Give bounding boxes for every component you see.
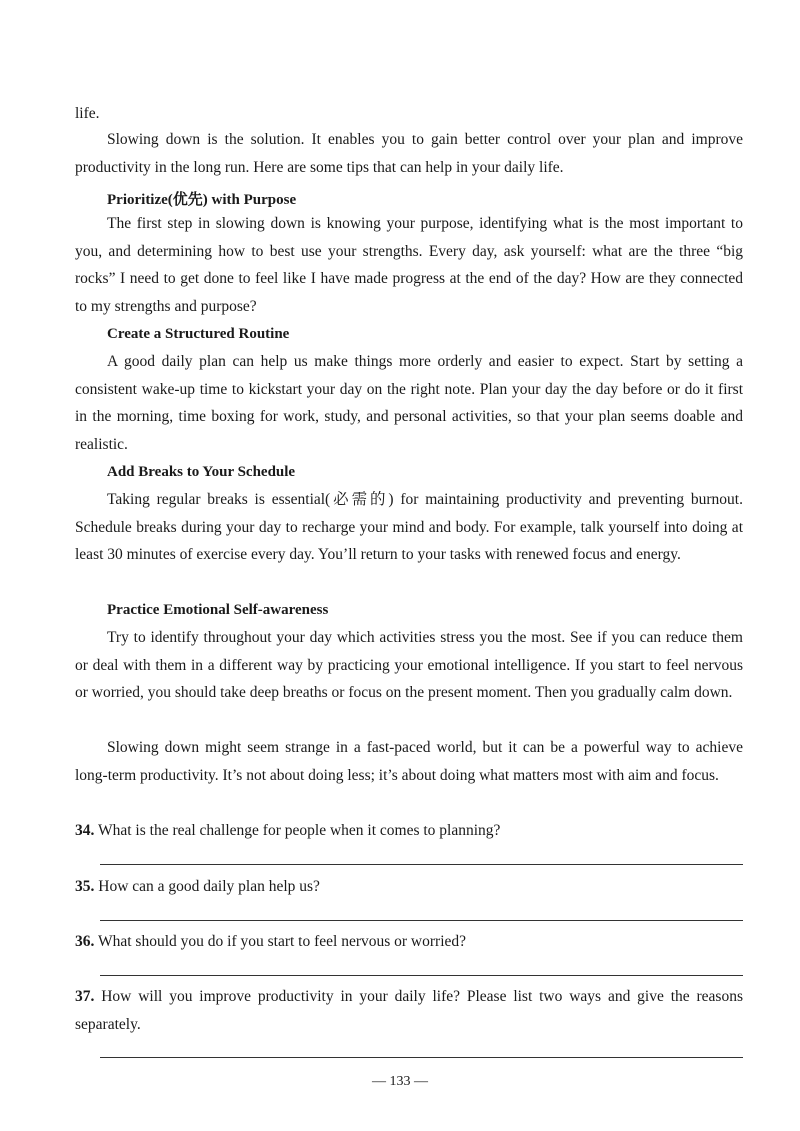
question-35 [75,878,320,896]
section-heading-prioritize: Prioritize(优先) with Purpose [107,192,297,208]
question-number: 34. [75,822,95,839]
answer-line-34[interactable] [100,864,743,865]
question-36 [75,933,466,951]
question-number: 36. [75,933,95,950]
question-number: 35. [75,878,95,895]
answer-line-35[interactable] [100,920,743,921]
question-text: How can a good daily plan help us? [98,878,320,895]
answer-line-37[interactable] [100,1057,743,1058]
intro-paragraph: Slowing down is the solution. It enables you to gain better control over your plan and improve productivity in the long run. Here are some tips that can help in your daily life. [75,131,743,176]
section-body-routine: A good daily plan can help us make things more orderly and easier to expect. Start by setting a consistent wake-up time to kickstart your day on the right note. Plan your day the day before or do it first in the morning, time boxing for work, study, and personal activities, so that your plan seems doable and realistic. [75,353,743,453]
question-34 [75,822,500,840]
section-body-breaks: Taking regular breaks is essential(必需的) for maintaining productivity and preventing burnout. Schedule breaks during your day to recharge your mind and body. For example, talk yourself into doing at least 30 minutes of exercise every day. You’ll return to your tasks with renewed focus and energy. [75,491,743,563]
section-body-emotional: Try to identify throughout your day which activities stress you the most. See if you can reduce them or deal with them in a different way by practicing your emotional intelligence. If you start to feel nervous or worried, you should take deep breaths or focus on the present moment. Then you gradually calm down. [75,629,743,701]
conclusion-paragraph: Slowing down might seem strange in a fast-paced world, but it can be a powerful way to achieve long-term productivity. It’s not about doing less; it’s about doing what matters most with aim and focus. [75,739,743,784]
answer-line-36[interactable] [100,975,743,976]
question-text: What should you do if you start to feel nervous or worried? [97,933,467,950]
question-37 [75,983,743,1038]
question-number: 37. [75,988,95,1005]
section-heading-emotional: Practice Emotional Self-awareness [107,602,329,618]
intro-fragment: life. [75,105,100,122]
question-text: How will you improve productivity in your daily life? Please list two ways and give the reasons separately. [75,988,743,1033]
question-text: What is the real challenge for people when it comes to planning? [97,822,501,839]
page-number: — 133 — [372,1074,428,1089]
section-body-prioritize: The first step in slowing down is knowing your purpose, identifying what is the most important to you, and determining how to best use your strengths. Every day, ask yourself: what are the three “big rocks” I need to get done to feel like I have made progress at the end of the day? How are they connected to my strengths and purpose? [75,215,743,315]
section-heading-routine: Create a Structured Routine [107,326,290,342]
section-heading-breaks: Add Breaks to Your Schedule [107,464,296,480]
